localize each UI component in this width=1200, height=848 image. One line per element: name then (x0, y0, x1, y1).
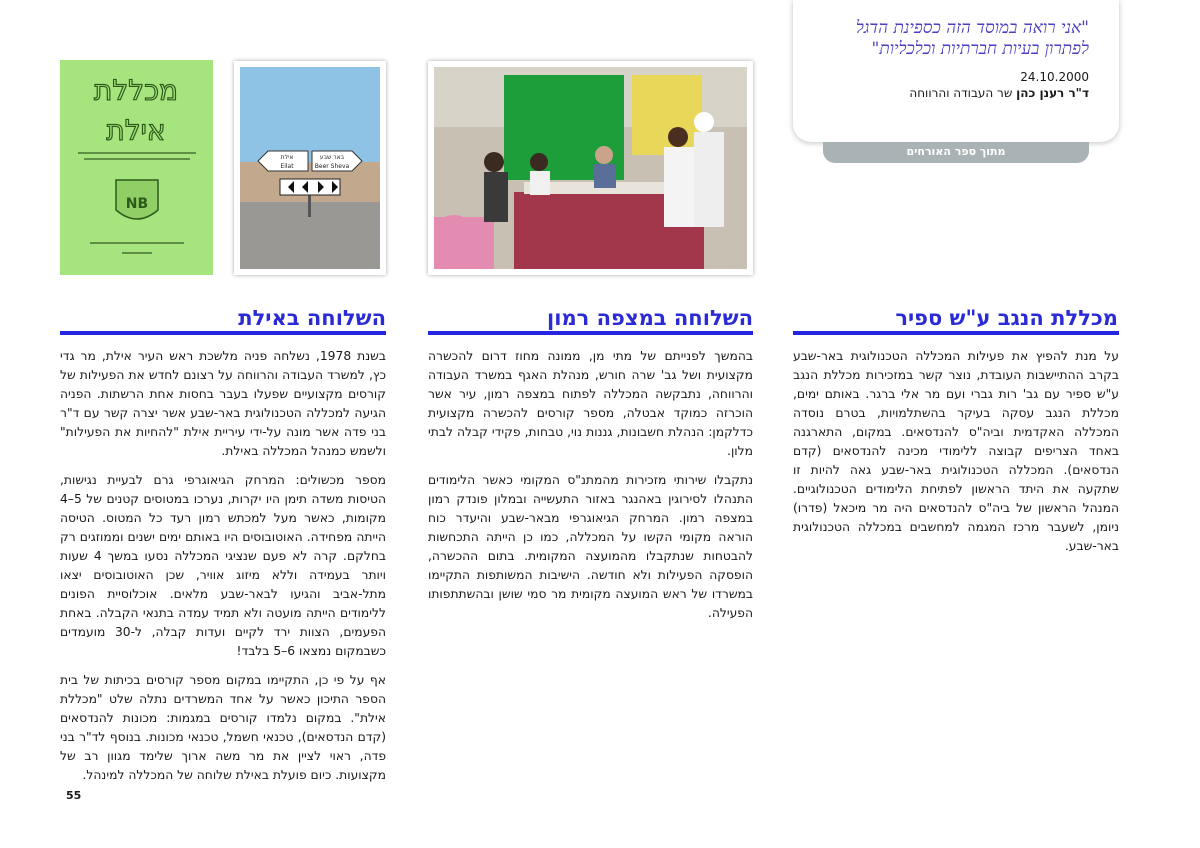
paragraph: נתקבלו שירותי מזכירות מהמתנ"ס המקומי כאשר הלימודים התנהלו לסירוגין באהנגר באזור התעשייה ובמלון פונדק רמון במצפה רמון. המרחק הגיאוגרפי מבאר-שבע והיעדר כוח הוראה מקומי הקשו על המכללה, כמו כן הייתה התכחשות להבטחות שנתקבלו מהמועצה המקומית. בתום ההכשרה, הופסקה הפעילות ולא חודשה. הישיבות המשותפות התקיימו במשרדו של ראש המועצה מקומית מר סמי שושן ובהשתתפותו הפעילה. (428, 473, 753, 620)
section-body-mitzpe-ramon (428, 347, 753, 633)
quote-box (793, 0, 1119, 142)
paragraph: בשנת 1978, נשלחה פניה מלשכת ראש העיר אילת, מר גדי כץ, למשרד העבודה והרווחה על רצונם לחדש את הפעילות של קורסים מקצועיים שפעלו בעבר בחסות אחת הרשתות. הפניה הגיעה למכללה הטכנולוגית באר-שבע אשר יצרה קשר עם ד"ר בני פדה אשר מונה על-ידי עיריית אילת "להחיות את הפעילות" ולשמש כמנהל המכללה באילת. (60, 349, 386, 458)
quote-speaker: ד"ר רענן כהן (1016, 86, 1089, 100)
section-heading-mitzpe-ramon: השלוחה במצפה רמון (547, 306, 753, 330)
cover-illustration (60, 60, 213, 275)
quote-speaker-role: שר העבודה והרווחה (909, 86, 1013, 100)
paragraph: בהמשך לפנייתם של מתי מן, ממונה מחוז דרום להכשרה מקצועית ושל גב' שרה חורש, מנהלת האגף במשרד העבודה והרווחה, נתבקשה המכללה לפתוח במצפה רמון, עיר אשר הוכרזה כמוקד אבטלה, מספר קורסים להכשרה מקצועית כדלקמן: הנהלת חשבונות, גננות נוי, טבחות, פקידי קבלה לבתי מלון. (428, 349, 753, 458)
cover-photo (60, 60, 213, 275)
paragraph: אף על פי כן, התקיימו במקום מספר קורסים בכיתות של בית הספר התיכון כאשר על אחד המשרדים נתלה שלט "מכללת אילת". במקום נלמדו קורסים במגמות: מכונות להנדסאים (קדם הנדסאים), טכנאי חשמל, טכנאי מכונות. בנוסף לד"ר בני פדה, ראוי לציין את מר משה ארוך שלימד מגוון רב של מקצועות. כיום פועלת באילת שלוחה של המכללה למינהל. (60, 673, 386, 782)
heading-underline (428, 331, 753, 335)
section-heading-eilat: השלוחה באילת (238, 306, 386, 330)
sign-right-english: Beer Sheva (314, 163, 350, 170)
ceremony-photo (428, 61, 753, 275)
quote-date: 24.10.2000 (1020, 70, 1089, 84)
quote-signature (823, 86, 1089, 100)
quote-text: "אני רואה במוסד הזה כספינת הדגל לפתרון בעיות חברתיות וכלכליות" (855, 18, 1089, 59)
page-number: 55 (66, 789, 82, 802)
cover-emblem-letters: NB (125, 196, 149, 212)
heading-underline (60, 331, 386, 335)
sign-right-hebrew: באר שבע (319, 154, 345, 161)
section-body-eilat (60, 347, 386, 795)
paragraph: על מנת להפיץ את פעילות המכללה הטכנולוגית באר-שבע בקרב ההתיישבות העובדת, נוצר קשר במזכירות מכללת הנגב ע"ש ספיר עם גב' רות גברי ועם מר אלי ברגר. באותם ימים, מכללת הנגב עסקה בעיקר בהשתלמויות, בטרם נוסדה המכללה האקדמית וביה"ס להנדסאים. במקום, התארגנה באחד הצריפים קבוצה ללימודי מכינה להנדסאים (קדם הנדסאים). המכללה הטכנולוגית באר-שבע גאה להיות זו שתקעה את היתד הראשון לפתיחת הלימודים הטכנולוגיים. המנהל הראשון של ביה"ס להנדסאים היה מר מיכאל (פדרו) ניומן, לשעבר מרכז המגמה למחשבים במכללה הטכנולוגית באר-שבע. (793, 349, 1119, 553)
road-sign-photo (234, 61, 386, 275)
paragraph: מספר מכשולים: המרחק הגיאוגרפי גרם לבעיית נגישות, הטיסות משדה תימן היו יקרות, נערכו במטוסים קטנים של 5–4 מקומות, כאשר מעל למכתש רמון רעד כל המטוס. הטיסה הייתה מפחידה. האוטובוסים היו באותם ימים ישנים וממוזגים רק בחלקם. קרה לא פעם שנציגי המכללה נסעו במשך 4 שעות ויותר בעמידה וללא מיזוג אוויר, שכן האוטובוסים יצאו מתל-אביב והגיעו לבאר-שבע מלאים. אוכלוסיית הפונים ללימודים הייתה מועטה ולא תמיד עמדה בתנאי הקבלה. באחת הפעמים, הצוות ירד לקיים ועדות קבלה, ל-30 מועמדים כשבמקום נמצאו 6–5 בלבד! (60, 473, 386, 658)
cover-title-line1: מכללת (93, 74, 179, 107)
sign-left-english: Eilat (280, 163, 294, 170)
section-heading-negev: מכללת הנגב ע"ש ספיר (895, 306, 1118, 330)
section-body-negev (793, 347, 1119, 566)
sign-left-hebrew: אילת (280, 154, 294, 161)
heading-underline (793, 331, 1119, 335)
cover-title-line2: אילת (106, 114, 166, 147)
guestbook-source-tab: מתוך ספר האורחים (823, 142, 1089, 163)
